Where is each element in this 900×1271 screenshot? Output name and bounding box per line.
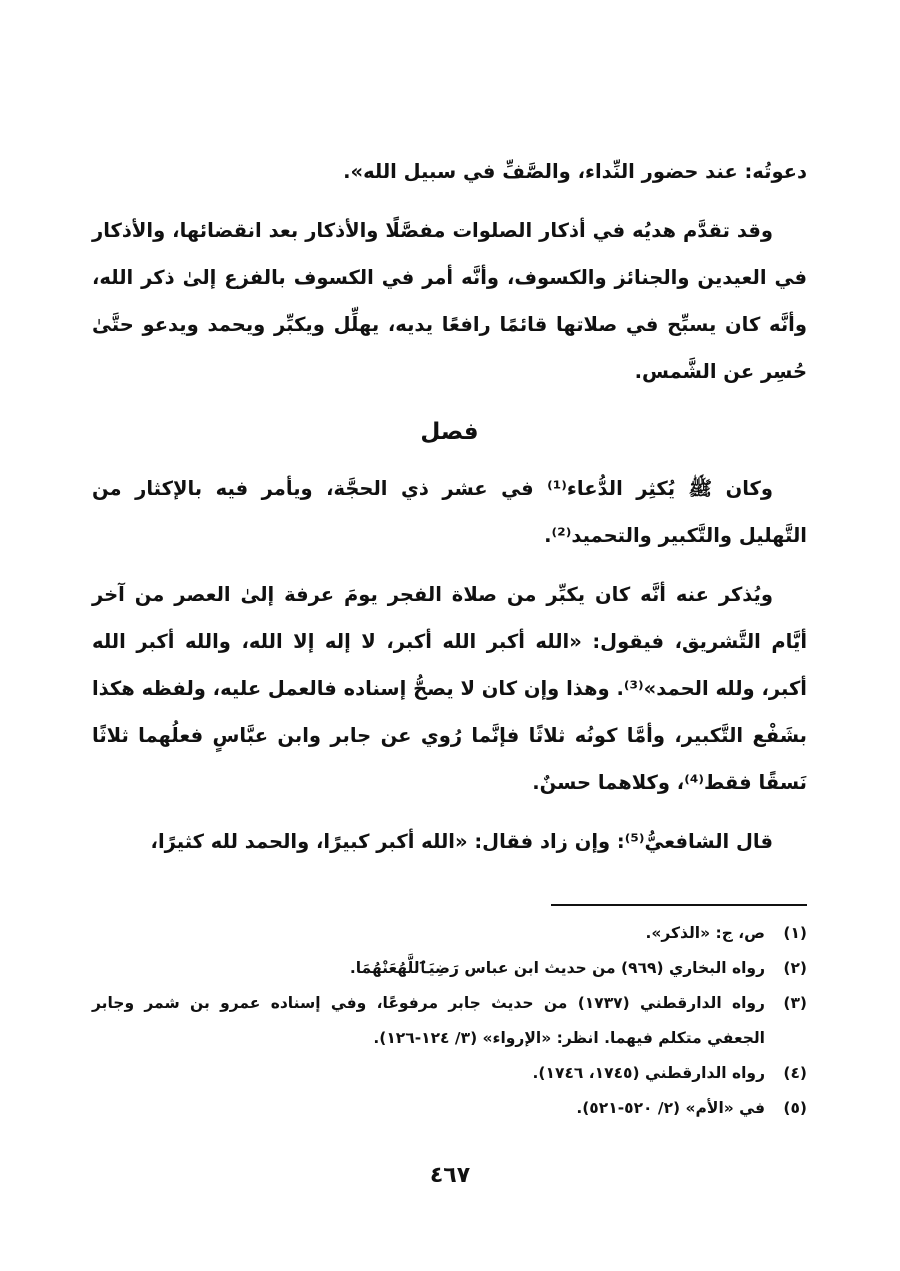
footnote-number: (٥) — [783, 1099, 807, 1117]
paragraph-1: دعوتُه: عند حضور النِّداء، والصَّفِّ في سبيل الله». — [343, 160, 807, 183]
footnote-3 — [92, 986, 807, 1056]
footnote-1 — [92, 916, 807, 951]
footnote-text: رواه الدارقطني (١٧٤٥، ١٧٤٦). — [532, 1064, 765, 1082]
paragraph-3: وكان ﷺ يُكثِر الدُّعاء⁽¹⁾ في عشر ذي الحجَّة، ويأمر فيه بالإكثار من التَّهليل والتَّكبير والتحميد⁽²⁾. — [92, 477, 807, 547]
paragraph-2: وقد تقدَّم هديُه في أذكار الصلوات مفصَّلًا والأذكار بعد انقضائها، والأذكار في العيدين والجنائز والكسوف، وأنَّه أمر في الكسوف بالفزع إلىٰ ذكر الله، وأنَّه كان يسبِّح في صلاتها قائمًا رافعًا يديه، يهلِّل ويكبِّر ويحمد ويدعو حتَّىٰ حُسِر عن الشَّمس. — [92, 219, 807, 383]
section-heading: فصل — [420, 419, 479, 445]
footnote-text: ص، ج: «الذكر». — [645, 924, 765, 942]
footnote-text: رواه الدارقطني (١٧٣٧) من حديث جابر مرفوعًا، وفي إسناده عمرو بن شمر وجابر الجعفي متكلم فيهما. انظر: «الإرواء» (٣/ ١٢٤-١٢٦). — [92, 994, 765, 1047]
footnote-text: رواه البخاري (٩٦٩) من حديث ابن عباس رَضِيَٱللَّهُعَنْهُمَا. — [349, 959, 765, 977]
footnote-2 — [92, 951, 807, 986]
paragraph-4: ويُذكر عنه أنَّه كان يكبِّر من صلاة الفجر يومَ عرفة إلىٰ العصر من آخر أيَّام التَّشريق، فيقول: «الله أكبر الله أكبر، لا إله إلا الله، والله أكبر الله أكبر، ولله الحمد»⁽³⁾. وهذا وإن كان لا يصحُّ إسناده فالعمل عليه، ولفظه هكذا بشَفْع التَّكبير، وأمَّا كونُه ثلاثًا فإنَّما رُوي عن جابر وابن عبَّاسٍ فعلُهما ثلاثًا نَسقًا فقط⁽⁴⁾، وكلاهما حسنٌ. — [91, 583, 807, 794]
footnote-number: (٢) — [783, 959, 807, 977]
footnote-number: (١) — [783, 924, 807, 942]
footnote-number: (٤) — [783, 1064, 807, 1082]
main-text — [92, 148, 807, 877]
footnote-number: (٣) — [783, 994, 807, 1012]
footnote-separator — [551, 904, 807, 906]
footnote-5 — [92, 1091, 807, 1126]
page-number: ٤٦٧ — [429, 1163, 471, 1188]
footnote-text: في «الأم» (٢/ ٥٢٠-٥٢١). — [576, 1099, 765, 1117]
footnotes — [92, 916, 807, 1126]
paragraph-5: قال الشافعيُّ⁽⁵⁾: وإن زاد فقال: «الله أكبر كبيرًا، والحمد لله كثيرًا، — [150, 830, 773, 853]
footnote-4 — [92, 1056, 807, 1091]
